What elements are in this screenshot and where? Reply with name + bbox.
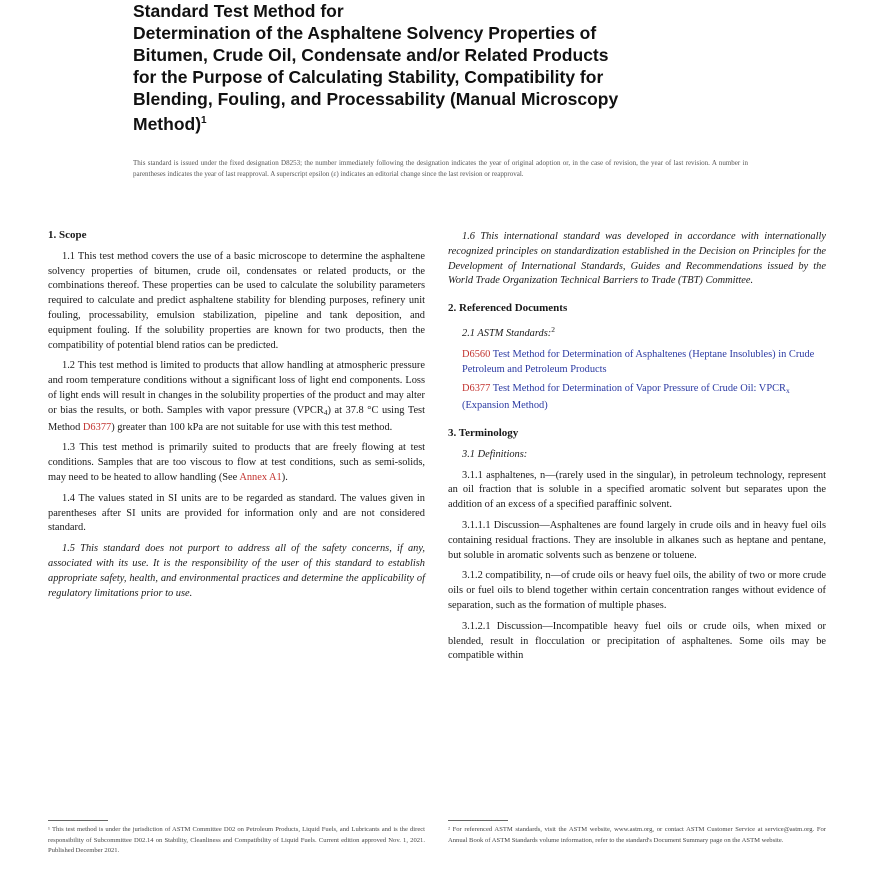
term-3-1: 3.1 Definitions: [462,448,528,460]
reference-d6377-code[interactable]: D6377 [462,383,491,395]
right-footnote-rule [448,820,508,821]
astm-standards-label: 2.1 ASTM Standards: [462,327,552,339]
scope-heading: 1. Scope [48,229,87,241]
para-1-3 [48,441,425,485]
title-line-3: Bitumen, Crude Oil, Condensate and/or Related Products [133,45,609,65]
para-1-6: 1.6 This international standard was developed in accordance with internationally recognized principles on standardization established in the Decision on Principles for the Development of International Standards, Guides and Recommendations issued by the World Trade Organization Technical Barriers to Trade (TBT) Committee. [448,231,826,287]
designation-note: This standard is issued under the fixed designation D8253; the number immediately following the designation indicates the year of original adoption or, in the case of revision, the year of last revision. A number in parentheses indicates the year of last reapproval. A superscript epsilon (ε) indicates an editorial change since the last revision or reapproval. [133,159,748,178]
title-line-5: Blending, Fouling, and Processability (Manual Microscopy [133,89,619,109]
title-line-2: Determination of the Asphaltene Solvency Properties of [133,23,597,43]
title-line-4: for the Purpose of Calculating Stability, Compatibility for [133,67,604,87]
referenced-documents-heading: 2. Referenced Documents [448,302,568,315]
d6377-link[interactable]: D6377 [82,421,112,433]
astm-standards-sup: 2 [551,324,555,334]
term-3-1-1-1: 3.1.1.1 Discussion—Asphaltenes are found largely in crude oils and in heavy fuel oils containing residual fractions. They are insoluble in alkanes such as heptane and pentane, but soluble in aromatic solvents such as benzene or toluene. [448,519,826,561]
left-column [48,228,425,607]
para-1-4: 1.4 The values stated in SI units are to be regarded as standard. The values given in parentheses after SI units are provided for information only and are not considered standard. [48,492,425,534]
title-footnote-mark[interactable]: 1 [201,115,207,126]
right-column [448,230,826,670]
reference-d6377[interactable] [462,382,826,414]
reference-d6377-tail[interactable]: (Expansion Method) [462,400,548,412]
reference-d6560[interactable] [462,348,826,378]
left-footnote-rule [48,820,108,821]
reference-d6377-title[interactable]: Test Method for Determination of Vapor Pressure of Crude Oil: VPCR [490,383,786,395]
para-1-3-a: 1.3 This test method is primarily suited to products that are freely flowing at test conditions. Samples that are too viscous to flow at test conditions, such as semi-solids, may need to be heated to allow handling (See [48,442,425,483]
para-1-2-sub: 4 [323,407,328,417]
term-3-1-2: 3.1.2 compatibility, n—of crude oils or heavy fuel oils, the ability of two or more crude oils or fuel oils to blend together within certain concentration ranges without evidence of separation, such as the formation of multiple phases. [448,570,826,611]
right-footnote: ² For referenced ASTM standards, visit the ASTM website, www.astm.org, or contact ASTM Customer Service at service@astm.org. For Annual Book of ASTM Standards volume information, refer to the standard's Document Summary page on the ASTM website. [448,826,826,844]
reference-d6377-sub: x [785,386,790,396]
para-1-2 [48,359,425,435]
term-3-1-2-1: 3.1.2.1 Discussion—Incompatible heavy fuel oils or crude oils, when mixed or blended, result in flocculation or precipitation of asphaltenes. Some oils may be compatible within [448,620,826,662]
para-1-2-b: ) at 37.8 °C using Test Method [48,404,425,433]
annex-a1-link[interactable]: Annex A1 [239,471,282,483]
para-1-5: 1.5 This standard does not purport to address all of the safety concerns, if any, associated with its use. It is the responsibility of the user of this standard to establish appropriate safety, health, and environmental practices and determine the applicability of regulatory limitations prior to use. [48,543,425,599]
title-line-6-text: Method) [133,113,202,134]
title-line-1: Standard Test Method for [133,1,344,21]
term-3-1-1: 3.1.1 asphaltenes, n—(rarely used in the singular), in petroleum technology, represent an oil fraction that is soluble in a specified aromatic solvent but separates upon the addition of an excess of a specified paraffinic solvent. [448,469,826,511]
reference-d6560-code[interactable]: D6560 [462,348,491,360]
document-title [133,0,753,135]
para-1-2-a: 1.2 This test method is limited to products that allow handling at atmospheric pressure and room temperature conditions without a significant loss of light end components. Loss of light ends will result in changes in the solubility properties of the product and may alter or bias the results, or both. Samples with vapor pressure (VPCR [48,360,425,416]
para-1-1: 1.1 This test method covers the use of a basic microscope to determine the asphaltene solvency properties of bitumen, crude oil, condensates or related products, or the combinations thereof. These properties can be used to calculate the solubility parameters required to calculate and predict asphaltene stability for blending purposes, refinery unit fouling, processability, emulsion stabilization, pipeline and tank deposition, and equipment fouling. If the solubility properties are known for two products, then the compatibility of potential blend ratios can be predicted. [48,250,425,351]
title-line-6 [133,110,753,135]
astm-standards-line [448,323,826,342]
para-1-2-c: ) greater than 100 kPa are not suitable for use with this test method. [111,421,393,433]
reference-d6560-title[interactable]: Test Method for Determination of Asphaltenes (Heptane Insolubles) in Crude Petroleum and Petroleum Products [462,348,815,375]
terminology-heading: 3. Terminology [448,426,519,439]
para-1-3-b: ). [281,471,288,483]
left-footnote: ¹ This test method is under the jurisdiction of ASTM Committee D02 on Petroleum Products, Liquid Fuels, and Lubricants and is the direct responsibility of Subcommittee D02.14 on Stability, Cleanliness and Compatibility of Liquid Fuels. Current edition approved Nov. 1, 2021. Published December 2021. [48,826,425,854]
